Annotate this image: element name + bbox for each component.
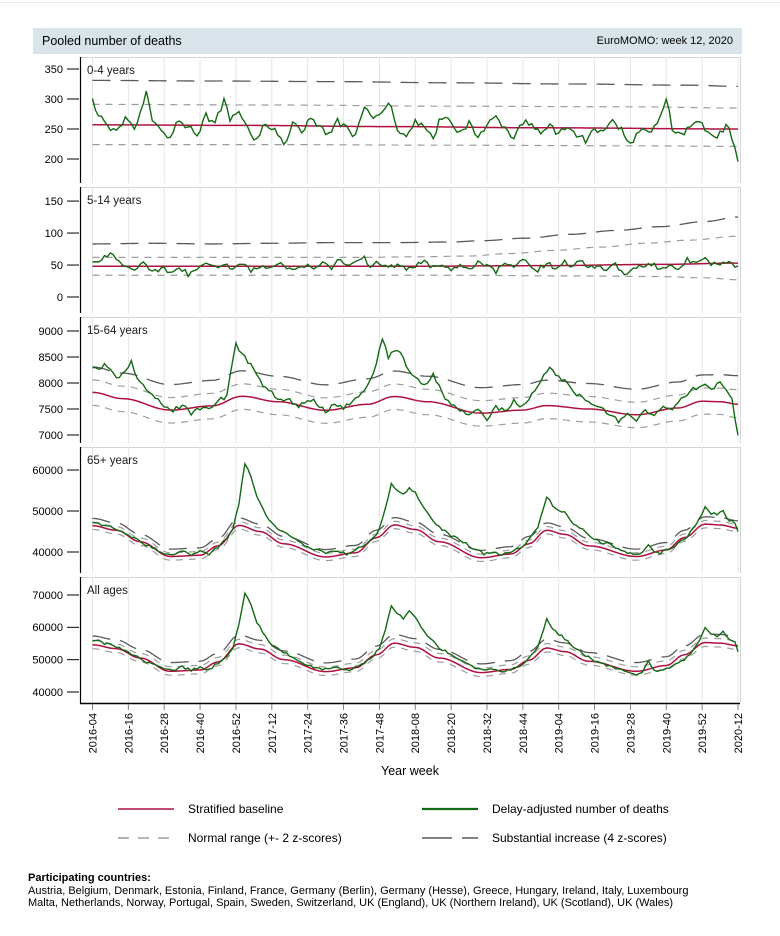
legend-label-deaths: Delay-adjusted number of deaths (492, 802, 669, 816)
y-tick-label: 200 (44, 153, 63, 166)
x-tick-label: 2016-28 (159, 713, 172, 754)
x-tick-label: 2017-24 (302, 713, 315, 754)
y-tick-label: 50000 (32, 505, 63, 518)
legend-swatch-normal-range (118, 835, 174, 841)
x-tick-label: 2019-04 (553, 713, 566, 754)
x-tick-label: 2018-32 (481, 713, 494, 754)
report-week-badge: EuroMOMO: week 12, 2020 (596, 35, 733, 47)
x-tick-label: 2019-40 (661, 713, 674, 754)
panel-label: 15-64 years (87, 325, 148, 337)
y-tick-label: 8000 (38, 377, 63, 390)
y-tick-label: 250 (44, 123, 63, 136)
y-tick-label: 60000 (32, 464, 63, 477)
x-tick-label: 2016-52 (230, 713, 243, 754)
panel-label: 0-4 years (87, 65, 135, 77)
y-tick-label: 350 (44, 63, 63, 76)
x-tick-label: 2016-16 (123, 713, 136, 754)
y-tick-label: 150 (44, 195, 63, 208)
legend-swatch-substantial (422, 835, 478, 841)
panel-label: All ages (87, 585, 128, 597)
x-tick-label: 2018-44 (517, 713, 530, 754)
x-tick-label: 2017-48 (374, 713, 387, 754)
page-title: Pooled number of deaths (42, 34, 182, 48)
panel-5-14-years (45, 187, 741, 313)
y-tick-label: 7000 (38, 429, 63, 442)
y-tick-label: 40000 (32, 546, 63, 559)
participating-countries (28, 872, 758, 910)
x-tick-label: 2018-08 (410, 713, 423, 754)
legend-label-baseline: Stratified baseline (188, 802, 284, 816)
legend-swatch-baseline (118, 806, 174, 812)
panel-label: 5-14 years (87, 195, 142, 207)
chart-legend (118, 802, 669, 845)
y-tick-label: 40000 (32, 686, 63, 699)
y-tick-label: 100 (44, 227, 63, 240)
participating-countries-line2: Malta, Netherlands, Norway, Portugal, Spain, Sweden, Switzerland, UK (England), UK (Northern Ireland), UK (Scotland), UK (Wales) (28, 897, 673, 909)
y-tick-label: 0 (56, 291, 63, 304)
y-tick-label: 70000 (32, 589, 63, 602)
x-tick-label: 2018-20 (446, 713, 459, 754)
panel-0-4-years (45, 57, 741, 183)
panel-all-ages (32, 577, 740, 703)
x-tick-label: 2019-16 (589, 713, 602, 754)
x-tick-label: 2017-36 (338, 713, 351, 754)
y-tick-label: 7500 (38, 403, 63, 416)
y-tick-label: 9000 (38, 325, 63, 338)
x-tick-label: 2017-12 (266, 713, 279, 754)
panel-15-64-years (39, 317, 741, 443)
y-tick-label: 8500 (38, 351, 63, 364)
legend-swatch-deaths (422, 806, 478, 812)
participating-countries-line1: Austria, Belgium, Denmark, Estonia, Finland, France, Germany (Berlin), Germany (Hesse), Greece, Hungary, Ireland, Italy, Luxembourg (28, 884, 689, 897)
x-tick-label: 2020-12 (732, 713, 745, 754)
panel-label: 65+ years (87, 455, 138, 467)
y-tick-label: 50000 (32, 654, 63, 667)
x-tick-label: 2016-40 (195, 713, 208, 754)
x-axis (80, 704, 745, 754)
x-tick-label: 2019-52 (697, 713, 710, 754)
y-tick-label: 50 (50, 259, 63, 272)
y-tick-label: 300 (44, 93, 63, 106)
y-tick-label: 60000 (32, 622, 63, 635)
legend-label-normal-range: Normal range (+- 2 z-scores) (188, 831, 342, 845)
panel-65-years (32, 447, 740, 573)
x-axis-title: Year week (381, 764, 439, 778)
legend-label-substantial: Substantial increase (4 z-scores) (492, 831, 667, 845)
participating-countries-heading: Participating countries: (28, 872, 151, 884)
x-tick-label: 2019-28 (625, 713, 638, 754)
x-tick-label: 2016-04 (87, 713, 100, 754)
